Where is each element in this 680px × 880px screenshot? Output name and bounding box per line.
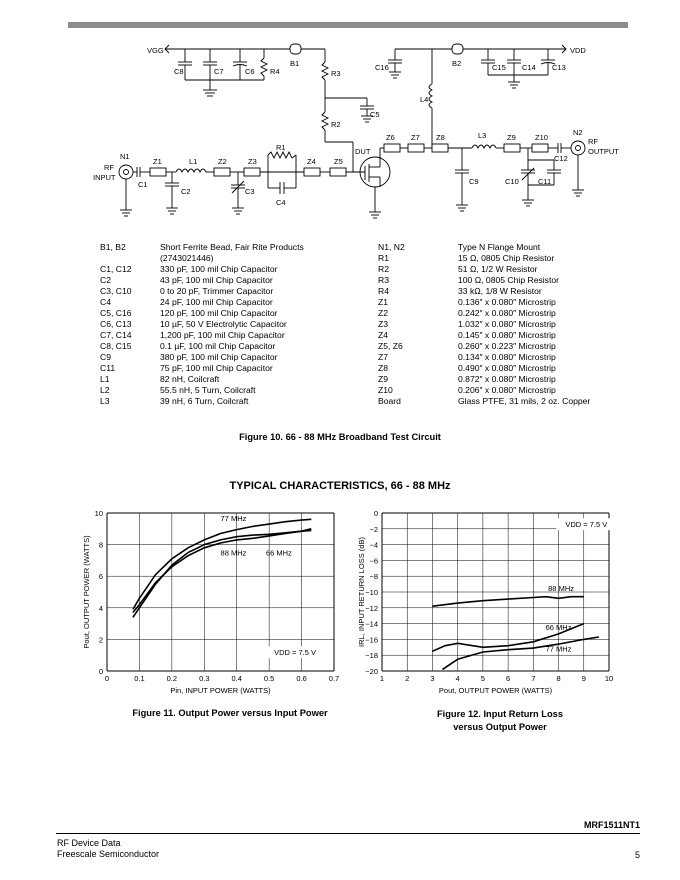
part-desc: 0 to 20 pF, Trimmer Capacitor [160,286,274,296]
part-ref: C2 [100,275,111,285]
part-ref: Z10 [378,385,393,395]
part-ref: C4 [100,297,111,307]
label-c6: C6 [245,67,255,76]
x-tick-label: 8 [556,674,561,683]
label-dut: DUT [355,147,371,156]
label-vgg: VGG [147,46,164,55]
part-ref: R1 [378,253,389,263]
part-ref: C9 [100,352,111,362]
parts-row [100,264,304,275]
section-title: TYPICAL CHARACTERISTICS, 66 - 88 MHz [229,480,451,492]
parts-row [100,308,304,319]
part-ref: Z9 [378,374,389,384]
label-rf-output: RF [588,137,598,146]
label-rf-input2: INPUT [93,173,116,182]
footer-line1: RF Device Data [57,838,121,848]
x-tick-label: 0.4 [231,674,242,683]
y-axis-label: Pout, OUTPUT POWER (WATTS) [82,535,91,649]
parts-row [100,319,304,330]
label-rf-input: RF [104,163,114,172]
part-desc: 330 pF, 100 mil Chip Capacitor [160,264,278,274]
footer-line2: Freescale Semiconductor [57,849,160,859]
x-tick-label: 0.3 [199,674,210,683]
x-tick-label: 5 [480,674,485,683]
y-axis-label: IRL, INPUT RETURN LOSS (dB) [357,537,366,647]
vdd-annotation: VDD = 7.5 V [565,520,608,530]
label-r2: R2 [331,120,341,129]
y-tick-label: 8 [98,540,103,550]
parts-row [378,352,590,363]
label-c1: C1 [138,180,148,189]
part-desc: 380 pF, 100 mil Chip Capacitor [160,352,278,362]
parts-row [100,396,304,407]
parts-row [378,385,590,396]
y-tick-label: −14 [365,619,378,629]
label-c11: C11 [538,177,552,186]
page-number: 5 [634,850,640,860]
part-desc: 1,200 pF, 100 mil Chip Capacitor [160,330,285,340]
label-b2: B2 [452,59,462,68]
part-desc: Type N Flange Mount [458,242,541,252]
y-tick-label: −10 [365,588,378,597]
part-desc: 0.1 µF, 100 mil Chip Capacitor [160,341,276,351]
figure-12-caption-line1: Figure 12. Input Return Loss [436,709,564,719]
x-tick-label: 2 [405,674,410,683]
parts-row [378,319,590,330]
label-c5: C5 [370,110,380,119]
label-c2: C2 [181,187,191,196]
label-l1: L1 [189,157,198,166]
parts-row [378,396,590,407]
x-tick-label: 0 [104,674,110,683]
parts-row [378,363,590,374]
part-ref: C8, C15 [100,341,132,351]
label-z1: Z1 [153,157,162,166]
x-axis-label: Pin, INPUT POWER (WATTS) [170,686,271,695]
series-label: 66 MHz [265,548,292,558]
part-desc: (2743021446) [160,253,214,263]
part-desc: 120 pF, 100 mil Chip Capacitor [160,308,278,318]
parts-list-left [100,242,304,407]
x-tick-label: 4 [455,674,460,683]
part-desc: 0.490″ x 0.080″ Microstrip [458,363,556,373]
part-ref: C1, C12 [100,264,132,274]
y-tick-label: −16 [365,635,378,645]
parts-row [100,352,304,363]
part-ref: Z3 [378,319,389,329]
label-z2: Z2 [218,157,227,166]
header-bar [68,22,628,28]
part-ref: R3 [378,275,389,285]
parts-row [378,374,590,385]
footer-source [57,838,159,860]
label-z9: Z9 [507,133,516,142]
y-tick-label: 0 [98,667,103,676]
vdd-annotation: VDD = 7.5 V [274,648,317,658]
part-desc: Glass PTFE, 31 mils, 2 oz. Copper [458,396,591,406]
label-b1: B1 [290,59,300,68]
part-desc: 0.260″ x 0.223″ Microstrip [458,341,556,351]
part-ref: L3 [100,396,110,406]
label-c9: C9 [469,177,479,186]
label-r1: R1 [276,143,286,152]
part-number: MRF1511NT1 [583,820,640,830]
y-tick-label: −4 [369,540,378,550]
label-z6: Z6 [386,133,395,142]
parts-row [100,363,304,374]
y-tick-label: −2 [369,524,378,534]
parts-row [100,275,304,286]
series-label: 66 MHz [545,622,572,632]
y-tick-label: −6 [369,556,378,566]
part-ref: Z5, Z6 [378,341,403,351]
part-desc: 0.872″ x 0.080″ Microstrip [458,374,556,384]
label-c15: C15 [492,63,506,72]
label-c13: C13 [552,63,566,72]
part-desc: 10 µF, 50 V Electrolytic Capacitor [160,319,287,329]
part-desc: 0.136″ x 0.080″ Microstrip [458,297,556,307]
parts-row [100,286,304,297]
label-c16: C16 [375,63,389,72]
part-ref: Z7 [378,352,389,362]
part-desc: 0.206″ x 0.080″ Microstrip [458,385,556,395]
part-ref: Z2 [378,308,389,318]
part-desc: 15 Ω, 0805 Chip Resistor [458,253,555,263]
part-desc: 43 pF, 100 mil Chip Capacitor [160,275,273,285]
x-tick-label: 1 [379,674,385,683]
x-tick-label: 0.1 [134,674,145,683]
x-tick-label: 0.5 [263,674,275,683]
figure-12-caption-line2: versus Output Power [453,722,547,732]
y-tick-label: 4 [98,603,103,613]
parts-list-right [378,242,590,407]
label-r3: R3 [331,69,341,78]
series-label: 77 MHz [545,644,572,654]
part-ref: Z8 [378,363,389,373]
parts-row [378,297,590,308]
figure-10-caption: Figure 10. 66 - 88 MHz Broadband Test Circuit [239,432,441,442]
parts-row [100,341,304,352]
label-z7: Z7 [411,133,420,142]
part-ref: C6, C13 [100,319,132,329]
part-ref: C11 [100,363,116,373]
part-ref: Board [378,396,401,406]
part-ref [100,253,160,264]
label-z8: Z8 [436,133,445,142]
part-desc: 33 kΩ, 1/8 W Resistor [458,286,542,296]
parts-row [378,275,590,286]
series-line-77-mhz [443,637,599,669]
label-c10: C10 [505,177,519,186]
x-tick-label: 0.6 [296,674,307,683]
x-tick-label: 3 [430,674,435,683]
parts-row [378,341,590,352]
series-label: 88 MHz [220,548,247,558]
part-desc: 55.5 nH, 5 Turn, Coilcraft [160,385,256,395]
x-tick-label: 0.7 [328,674,340,683]
chart-output-power [80,505,350,700]
label-l3: L3 [478,131,487,140]
label-rf-output2: OUTPUT [588,147,619,156]
x-tick-label: 0.2 [166,674,178,683]
label-c4: C4 [276,198,286,207]
x-axis-label: Pout, OUTPUT POWER (WATTS) [438,686,553,695]
label-c8: C8 [174,67,184,76]
y-tick-label: −18 [365,651,378,661]
part-desc: 0.242″ x 0.080″ Microstrip [458,308,556,318]
circuit-schematic [0,30,680,230]
part-ref: C7, C14 [100,330,132,340]
parts-row [100,253,304,264]
y-tick-label: −20 [365,667,378,676]
label-c12: C12 [554,154,568,163]
label-l4: L4 [420,95,429,104]
label-r4: R4 [270,67,280,76]
series-label: 88 MHz [548,584,574,594]
part-ref: Z4 [378,330,389,340]
y-tick-label: 6 [98,572,103,582]
part-desc: 0.134″ x 0.080″ Microstrip [458,352,556,362]
part-ref: R4 [378,286,389,296]
label-c3: C3 [245,187,255,196]
series-label: 77 MHz [220,513,247,523]
y-tick-label: 10 [94,509,103,518]
x-tick-label: 9 [581,674,586,683]
label-n2: N2 [573,128,583,137]
part-ref: R2 [378,264,389,274]
parts-row [378,253,590,264]
label-z3: Z3 [248,157,257,166]
x-tick-label: 6 [506,674,511,683]
parts-row [378,308,590,319]
part-desc: Short Ferrite Bead, Fair Rite Products [160,242,304,252]
part-desc: 75 pF, 100 mil Chip Capacitor [160,363,273,373]
part-desc: 100 Ω, 0805 Chip Resistor [458,275,560,285]
parts-row [100,385,304,396]
part-desc: 39 nH, 6 Turn, Coilcraft [160,396,249,406]
part-ref: L1 [100,374,110,384]
part-ref: C3, C10 [100,286,132,296]
parts-row [100,242,304,253]
label-vdd: VDD [570,46,586,55]
label-z5: Z5 [334,157,343,166]
parts-row [100,297,304,308]
part-desc: 82 nH, Coilcraft [160,374,220,384]
parts-row [100,374,304,385]
part-ref: C5, C16 [100,308,132,318]
part-desc: 24 pF, 100 mil Chip Capacitor [160,297,273,307]
y-tick-label: 0 [373,509,378,518]
parts-row [378,286,590,297]
x-tick-label: 7 [531,674,536,683]
part-ref: Z1 [378,297,389,307]
parts-row [378,264,590,275]
part-desc: 1.032″ x 0.080″ Microstrip [458,319,556,329]
x-tick-label: 10 [604,674,614,683]
label-z10: Z10 [535,133,548,142]
parts-row [378,242,590,253]
footer-rule [56,833,640,834]
part-desc: 51 Ω, 1/2 W Resistor [458,264,538,274]
figure-11-caption: Figure 11. Output Power versus Input Power [132,708,328,718]
y-tick-label: 2 [98,635,103,645]
label-c7: C7 [214,67,224,76]
y-tick-label: −12 [365,603,378,613]
figure-12-caption [400,708,600,734]
label-n1: N1 [120,152,130,161]
part-ref: B1, B2 [100,242,126,252]
y-tick-label: −8 [369,572,378,582]
chart-input-return-loss [355,505,625,700]
label-z4: Z4 [307,157,316,166]
part-ref: N1, N2 [378,242,405,252]
parts-row [378,330,590,341]
part-ref: L2 [100,385,110,395]
label-c14: C14 [522,63,536,72]
part-desc: 0.145″ x 0.080″ Microstrip [458,330,556,340]
parts-row [100,330,304,341]
